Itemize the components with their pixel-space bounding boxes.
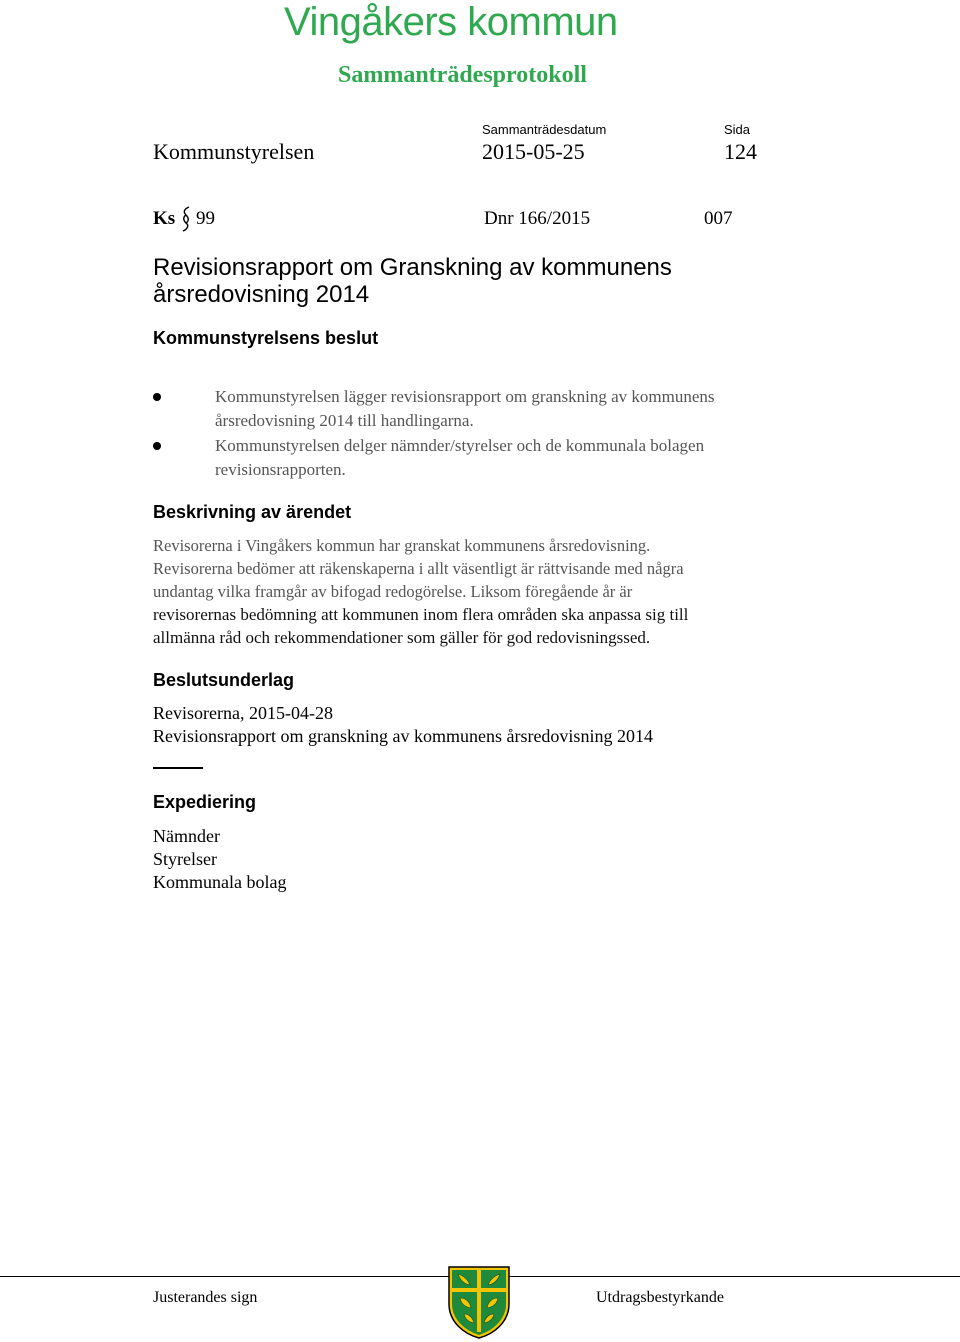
document-type: Sammanträdesprotokoll xyxy=(338,62,587,88)
section-sign-icon xyxy=(180,206,192,232)
distribution-list xyxy=(153,825,286,894)
description-line: allmänna råd och rekommendationer som gäller för god redovisningssed. xyxy=(153,628,651,647)
extract-label: Utdragsbestyrkande xyxy=(596,1289,724,1306)
sign-label: Justerandes sign xyxy=(153,1289,258,1306)
case-title-line: Revisionsrapport om Granskning av kommunens xyxy=(153,254,672,281)
page-label: Sida xyxy=(724,122,751,137)
bullet-dot-icon xyxy=(153,393,161,401)
distribution-item: Nämnder xyxy=(153,826,220,846)
meeting-date: 2015-05-25 xyxy=(482,139,585,164)
bullet-line: årsredovisning 2014 till handlingarna. xyxy=(215,411,474,430)
basis-heading: Beslutsunderlag xyxy=(153,670,295,690)
bullet-dot-icon xyxy=(153,442,161,450)
case-number: 99 xyxy=(196,208,215,229)
description-paragraph xyxy=(153,534,688,649)
divider xyxy=(153,767,203,769)
basis-list xyxy=(153,702,653,748)
org-name: Vingåkers kommun xyxy=(284,0,618,44)
vingaker-coat-of-arms-icon xyxy=(446,1264,512,1340)
bullet-line: Kommunstyrelsen lägger revisionsrapport om granskning av kommunens xyxy=(215,387,715,406)
case-dnr: Dnr 166/2015 xyxy=(484,208,591,229)
bullet-line: Kommunstyrelsen delger nämnder/styrelser och de kommunala bolagen xyxy=(215,436,705,455)
meeting-date-label: Sammanträdesdatum xyxy=(482,122,607,137)
description-line: Revisorerna bedömer att räkenskaperna i allt väsentligt är rättvisande med några xyxy=(153,559,684,578)
case-title xyxy=(153,254,672,308)
description-line: Revisorerna i Vingåkers kommun har granskat kommunens årsredovisning. xyxy=(153,536,651,555)
description-line: revisorernas bedömning att kommunen inom flera områden ska anpassa sig till xyxy=(153,605,689,624)
description-line: undantag vilka framgår av bifogad redogörelse. Liksom föregående år är xyxy=(153,582,633,601)
case-ks-label: Ks xyxy=(153,208,176,229)
decision-bullet xyxy=(215,434,704,482)
distribution-item: Kommunala bolag xyxy=(153,872,287,892)
basis-item: Revisionsrapport om granskning av kommunens årsredovisning 2014 xyxy=(153,726,653,746)
page-number: 124 xyxy=(724,139,757,164)
decision-bullet xyxy=(215,385,715,433)
case-code: 007 xyxy=(704,208,733,229)
distribution-item: Styrelser xyxy=(153,849,217,869)
case-title-line: årsredovisning 2014 xyxy=(153,281,370,308)
bullet-line: revisionsrapporten. xyxy=(215,460,346,479)
distribution-heading: Expediering xyxy=(153,792,257,812)
description-heading: Beskrivning av ärendet xyxy=(153,502,352,522)
body-name: Kommunstyrelsen xyxy=(153,139,315,164)
decision-heading: Kommunstyrelsens beslut xyxy=(153,328,379,348)
basis-item: Revisorerna, 2015-04-28 xyxy=(153,703,333,723)
